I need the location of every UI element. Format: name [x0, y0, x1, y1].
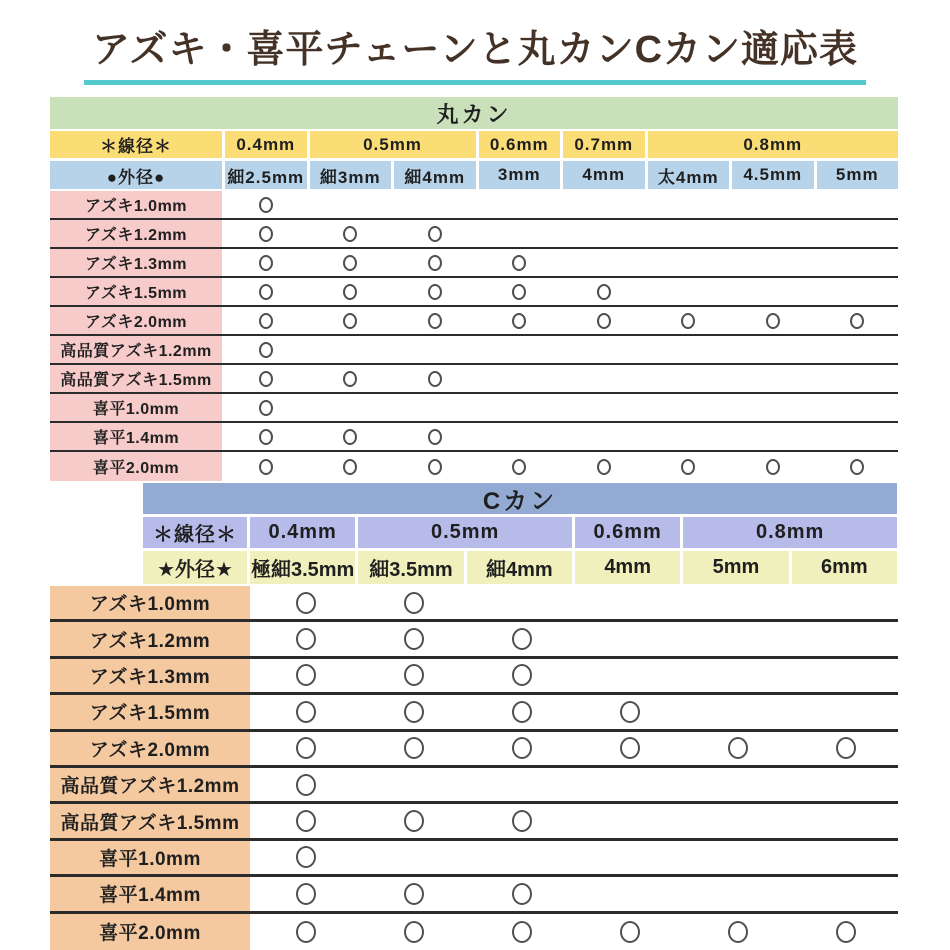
- chain-row: [50, 191, 898, 220]
- compat-cell: [361, 732, 466, 765]
- compat-cell: [469, 732, 574, 765]
- empty-cell: [685, 622, 790, 655]
- marukan-wire-label: ＊線径＊: [50, 131, 222, 158]
- empty-cell: [817, 220, 899, 247]
- compat-circle-icon: [428, 255, 442, 271]
- empty-cell: [563, 220, 645, 247]
- marukan-outer-size-5: 太4mm: [648, 161, 730, 189]
- chain-row: [50, 695, 898, 731]
- empty-cell: [310, 394, 392, 421]
- compat-circle-icon: [259, 342, 273, 358]
- compat-cell: [253, 659, 358, 692]
- empty-cell: [394, 336, 476, 363]
- compat-cell: [225, 452, 307, 481]
- ckan-outer-size-3: 4mm: [575, 551, 680, 584]
- ckan-wire-size-0: 0.4mm: [250, 517, 355, 548]
- compat-cell: [394, 452, 476, 481]
- compat-circle-icon: [512, 737, 532, 759]
- compat-circle-icon: [836, 737, 856, 759]
- compat-circle-icon: [259, 255, 273, 271]
- compat-cell: [310, 423, 392, 450]
- chain-row-label: アズキ1.0mm: [50, 586, 250, 619]
- compat-circle-icon: [512, 921, 532, 943]
- ckan-wire-size-1: 0.5mm: [358, 517, 572, 548]
- compat-cell: [361, 622, 466, 655]
- empty-cell: [732, 423, 814, 450]
- ckan-outer-size-4: 5mm: [683, 551, 788, 584]
- chain-row-label: 喜平1.0mm: [50, 394, 222, 421]
- compat-cell: [253, 695, 358, 728]
- empty-cell: [310, 336, 392, 363]
- compat-cell: [394, 220, 476, 247]
- chain-row: [50, 732, 898, 768]
- ckan-outer-size-0: 極細3.5mm: [250, 551, 355, 584]
- empty-cell: [685, 768, 790, 801]
- marukan-table: [50, 97, 898, 481]
- empty-cell: [732, 249, 814, 276]
- compat-cell: [225, 307, 307, 334]
- empty-cell: [563, 365, 645, 392]
- ckan-wire-label: ＊線径＊: [143, 517, 247, 548]
- empty-cell: [577, 622, 682, 655]
- compat-cell: [225, 365, 307, 392]
- empty-cell: [479, 220, 561, 247]
- compat-cell: [225, 220, 307, 247]
- chain-row-label: 喜平2.0mm: [50, 452, 222, 481]
- chain-row: [50, 659, 898, 695]
- compat-cell: [479, 307, 561, 334]
- empty-cell: [685, 695, 790, 728]
- compat-circle-icon: [766, 459, 780, 475]
- ckan-outer-size-5: 6mm: [792, 551, 897, 584]
- compat-circle-icon: [259, 459, 273, 475]
- marukan-outer-size-0: 細2.5mm: [225, 161, 307, 189]
- empty-cell: [648, 394, 730, 421]
- empty-cell: [479, 423, 561, 450]
- compat-circle-icon: [428, 284, 442, 300]
- empty-cell: [469, 586, 574, 619]
- compat-cell: [253, 914, 358, 950]
- chain-row: [50, 914, 898, 950]
- marukan-outer-label: ●外径●: [50, 161, 222, 189]
- compat-cell: [685, 732, 790, 765]
- empty-cell: [685, 804, 790, 837]
- compat-circle-icon: [512, 664, 532, 686]
- empty-cell: [732, 191, 814, 218]
- empty-cell: [469, 841, 574, 874]
- compat-cell: [361, 877, 466, 910]
- empty-cell: [793, 586, 898, 619]
- compat-circle-icon: [728, 921, 748, 943]
- empty-cell: [469, 768, 574, 801]
- chain-row: [50, 768, 898, 804]
- empty-cell: [793, 768, 898, 801]
- marukan-outer-size-6: 4.5mm: [732, 161, 814, 189]
- compat-cell: [310, 220, 392, 247]
- empty-cell: [793, 877, 898, 910]
- chain-row-label: アズキ1.2mm: [50, 220, 222, 247]
- marukan-rows: [50, 191, 898, 481]
- page-title: アズキ・喜平チェーンと丸カンCカン適応表: [84, 18, 866, 85]
- compat-circle-icon: [296, 883, 316, 905]
- compat-circle-icon: [766, 313, 780, 329]
- chain-row: [50, 423, 898, 452]
- chain-row: [50, 804, 898, 840]
- ckan-rows: [50, 586, 898, 950]
- empty-cell: [685, 586, 790, 619]
- empty-cell: [648, 336, 730, 363]
- empty-cell: [563, 423, 645, 450]
- chain-row: [50, 586, 898, 622]
- empty-cell: [732, 278, 814, 305]
- empty-cell: [577, 841, 682, 874]
- compat-circle-icon: [343, 226, 357, 242]
- compat-circle-icon: [404, 810, 424, 832]
- empty-cell: [648, 191, 730, 218]
- chain-row-label: アズキ1.3mm: [50, 659, 250, 692]
- compat-circle-icon: [343, 371, 357, 387]
- marukan-outer-size-1: 細3mm: [310, 161, 392, 189]
- empty-cell: [793, 695, 898, 728]
- compat-cell: [394, 365, 476, 392]
- chain-row: [50, 877, 898, 913]
- empty-cell: [793, 841, 898, 874]
- compat-circle-icon: [428, 429, 442, 445]
- empty-cell: [817, 249, 899, 276]
- compat-cell: [225, 191, 307, 218]
- chain-row: [50, 622, 898, 658]
- compat-circle-icon: [620, 701, 640, 723]
- compat-circle-icon: [404, 628, 424, 650]
- empty-cell: [648, 249, 730, 276]
- chain-row-label: アズキ1.2mm: [50, 622, 250, 655]
- chain-row-label: 喜平2.0mm: [50, 914, 250, 950]
- chain-row-label: 高品質アズキ1.2mm: [50, 768, 250, 801]
- compat-circle-icon: [296, 810, 316, 832]
- chain-row-label: 高品質アズキ1.5mm: [50, 804, 250, 837]
- compat-cell: [793, 914, 898, 950]
- marukan-wire-size-2: 0.6mm: [479, 131, 561, 158]
- compat-circle-icon: [259, 313, 273, 329]
- compat-cell: [479, 278, 561, 305]
- chain-row: [50, 278, 898, 307]
- empty-cell: [817, 365, 899, 392]
- compat-circle-icon: [597, 459, 611, 475]
- compat-cell: [361, 914, 466, 950]
- chain-row-label: アズキ1.5mm: [50, 695, 250, 728]
- compat-circle-icon: [296, 774, 316, 796]
- compat-cell: [563, 278, 645, 305]
- compat-circle-icon: [512, 701, 532, 723]
- compat-cell: [253, 768, 358, 801]
- compat-cell: [817, 452, 899, 481]
- empty-cell: [577, 877, 682, 910]
- compat-circle-icon: [296, 592, 316, 614]
- marukan-outer-size-7: 5mm: [817, 161, 899, 189]
- compat-circle-icon: [404, 883, 424, 905]
- compat-cell: [479, 452, 561, 481]
- chain-row-label: 喜平1.4mm: [50, 423, 222, 450]
- empty-cell: [732, 365, 814, 392]
- compat-circle-icon: [620, 921, 640, 943]
- empty-cell: [563, 336, 645, 363]
- compat-circle-icon: [343, 459, 357, 475]
- compat-circle-icon: [681, 313, 695, 329]
- compat-cell: [310, 278, 392, 305]
- compat-cell: [732, 452, 814, 481]
- compat-cell: [253, 586, 358, 619]
- compat-cell: [394, 278, 476, 305]
- empty-cell: [817, 191, 899, 218]
- empty-cell: [394, 394, 476, 421]
- marukan-outer-size-2: 細4mm: [394, 161, 476, 189]
- chain-row: [50, 220, 898, 249]
- empty-cell: [563, 249, 645, 276]
- compat-cell: [577, 914, 682, 950]
- chain-row-label: アズキ2.0mm: [50, 732, 250, 765]
- marukan-wire-row: [50, 131, 898, 158]
- compat-cell: [310, 452, 392, 481]
- compat-cell: [469, 622, 574, 655]
- marukan-wire-size-4: 0.8mm: [648, 131, 899, 158]
- compat-circle-icon: [259, 226, 273, 242]
- empty-cell: [479, 336, 561, 363]
- empty-cell: [732, 220, 814, 247]
- empty-cell: [793, 659, 898, 692]
- compat-circle-icon: [428, 313, 442, 329]
- empty-cell: [817, 278, 899, 305]
- empty-cell: [685, 841, 790, 874]
- ckan-table-header: [143, 483, 897, 584]
- empty-cell: [577, 804, 682, 837]
- chain-row: [50, 336, 898, 365]
- marukan-outer-size-3: 3mm: [479, 161, 561, 189]
- compat-cell: [361, 804, 466, 837]
- compat-circle-icon: [512, 284, 526, 300]
- empty-cell: [732, 336, 814, 363]
- ckan-wire-size-3: 0.8mm: [683, 517, 897, 548]
- ckan-wire-size-2: 0.6mm: [575, 517, 680, 548]
- compat-cell: [225, 249, 307, 276]
- compat-cell: [310, 249, 392, 276]
- ckan-outer-label: ★外径★: [143, 551, 247, 584]
- compat-cell: [577, 695, 682, 728]
- compat-circle-icon: [296, 628, 316, 650]
- compat-cell: [469, 804, 574, 837]
- compat-cell: [361, 659, 466, 692]
- compat-circle-icon: [343, 429, 357, 445]
- empty-cell: [577, 659, 682, 692]
- compat-circle-icon: [512, 628, 532, 650]
- empty-cell: [563, 394, 645, 421]
- compat-cell: [469, 877, 574, 910]
- compat-circle-icon: [850, 459, 864, 475]
- compat-circle-icon: [428, 226, 442, 242]
- compat-circle-icon: [296, 664, 316, 686]
- marukan-outer-row: [50, 161, 898, 189]
- chain-row: [50, 394, 898, 423]
- compat-cell: [685, 914, 790, 950]
- chain-row-label: アズキ1.0mm: [50, 191, 222, 218]
- compat-cell: [648, 452, 730, 481]
- compat-circle-icon: [404, 701, 424, 723]
- chain-row-label: 高品質アズキ1.2mm: [50, 336, 222, 363]
- compat-cell: [648, 307, 730, 334]
- compat-circle-icon: [597, 284, 611, 300]
- ckan-outer-size-2: 細4mm: [467, 551, 572, 584]
- empty-cell: [817, 336, 899, 363]
- empty-cell: [310, 191, 392, 218]
- marukan-wire-size-0: 0.4mm: [225, 131, 307, 158]
- compat-circle-icon: [343, 313, 357, 329]
- compat-circle-icon: [597, 313, 611, 329]
- marukan-table-title: 丸カン: [50, 97, 898, 129]
- compat-cell: [577, 732, 682, 765]
- compat-cell: [469, 914, 574, 950]
- compat-cell: [310, 307, 392, 334]
- compat-cell: [394, 249, 476, 276]
- empty-cell: [648, 423, 730, 450]
- empty-cell: [361, 768, 466, 801]
- chain-row: [50, 452, 898, 481]
- compat-cell: [310, 365, 392, 392]
- compat-cell: [225, 423, 307, 450]
- chain-row-label: アズキ1.3mm: [50, 249, 222, 276]
- compat-cell: [253, 877, 358, 910]
- empty-cell: [577, 768, 682, 801]
- compat-circle-icon: [259, 429, 273, 445]
- compat-circle-icon: [343, 255, 357, 271]
- empty-cell: [577, 586, 682, 619]
- compat-circle-icon: [296, 846, 316, 868]
- empty-cell: [732, 394, 814, 421]
- compat-cell: [732, 307, 814, 334]
- compat-circle-icon: [404, 664, 424, 686]
- empty-cell: [648, 220, 730, 247]
- compat-circle-icon: [512, 459, 526, 475]
- chain-row-label: アズキ1.5mm: [50, 278, 222, 305]
- compat-circle-icon: [404, 921, 424, 943]
- compat-cell: [793, 732, 898, 765]
- compat-circle-icon: [259, 371, 273, 387]
- compat-circle-icon: [836, 921, 856, 943]
- compat-circle-icon: [512, 810, 532, 832]
- compat-circle-icon: [850, 313, 864, 329]
- compat-circle-icon: [259, 284, 273, 300]
- empty-cell: [563, 191, 645, 218]
- compat-circle-icon: [404, 737, 424, 759]
- compat-cell: [817, 307, 899, 334]
- ckan-outer-size-1: 細3.5mm: [358, 551, 463, 584]
- compat-circle-icon: [404, 592, 424, 614]
- chain-row: [50, 307, 898, 336]
- ckan-table-title: Cカン: [143, 483, 897, 514]
- chain-row-label: 高品質アズキ1.5mm: [50, 365, 222, 392]
- compat-cell: [253, 622, 358, 655]
- compat-circle-icon: [259, 400, 273, 416]
- chain-row-label: 喜平1.4mm: [50, 877, 250, 910]
- compat-cell: [563, 307, 645, 334]
- empty-cell: [817, 423, 899, 450]
- compat-cell: [225, 336, 307, 363]
- compat-cell: [225, 394, 307, 421]
- marukan-outer-size-4: 4mm: [563, 161, 645, 189]
- compat-circle-icon: [259, 197, 273, 213]
- compat-circle-icon: [296, 921, 316, 943]
- compat-cell: [479, 249, 561, 276]
- compat-cell: [361, 586, 466, 619]
- compat-circle-icon: [343, 284, 357, 300]
- compat-circle-icon: [428, 371, 442, 387]
- empty-cell: [685, 877, 790, 910]
- compat-circle-icon: [296, 701, 316, 723]
- empty-cell: [361, 841, 466, 874]
- chain-row: [50, 365, 898, 394]
- compat-cell: [469, 659, 574, 692]
- ckan-wire-row: [143, 517, 897, 548]
- empty-cell: [479, 365, 561, 392]
- marukan-wire-size-1: 0.5mm: [310, 131, 476, 158]
- compat-cell: [469, 695, 574, 728]
- compat-circle-icon: [512, 255, 526, 271]
- empty-cell: [394, 191, 476, 218]
- empty-cell: [479, 191, 561, 218]
- empty-cell: [793, 804, 898, 837]
- empty-cell: [648, 278, 730, 305]
- compat-cell: [225, 278, 307, 305]
- empty-cell: [479, 394, 561, 421]
- empty-cell: [648, 365, 730, 392]
- compat-circle-icon: [728, 737, 748, 759]
- empty-cell: [685, 659, 790, 692]
- compat-cell: [563, 452, 645, 481]
- compat-circle-icon: [512, 883, 532, 905]
- ckan-outer-row: [143, 551, 897, 584]
- compat-cell: [394, 307, 476, 334]
- compat-circle-icon: [620, 737, 640, 759]
- chain-row-label: アズキ2.0mm: [50, 307, 222, 334]
- empty-cell: [817, 394, 899, 421]
- compat-circle-icon: [512, 313, 526, 329]
- compat-circle-icon: [428, 459, 442, 475]
- chain-row: [50, 249, 898, 278]
- compat-cell: [394, 423, 476, 450]
- compat-circle-icon: [681, 459, 695, 475]
- empty-cell: [793, 622, 898, 655]
- marukan-wire-size-3: 0.7mm: [563, 131, 645, 158]
- compat-cell: [361, 695, 466, 728]
- compat-cell: [253, 804, 358, 837]
- chain-row: [50, 841, 898, 877]
- compat-cell: [253, 732, 358, 765]
- chain-row-label: 喜平1.0mm: [50, 841, 250, 874]
- compat-circle-icon: [296, 737, 316, 759]
- compat-cell: [253, 841, 358, 874]
